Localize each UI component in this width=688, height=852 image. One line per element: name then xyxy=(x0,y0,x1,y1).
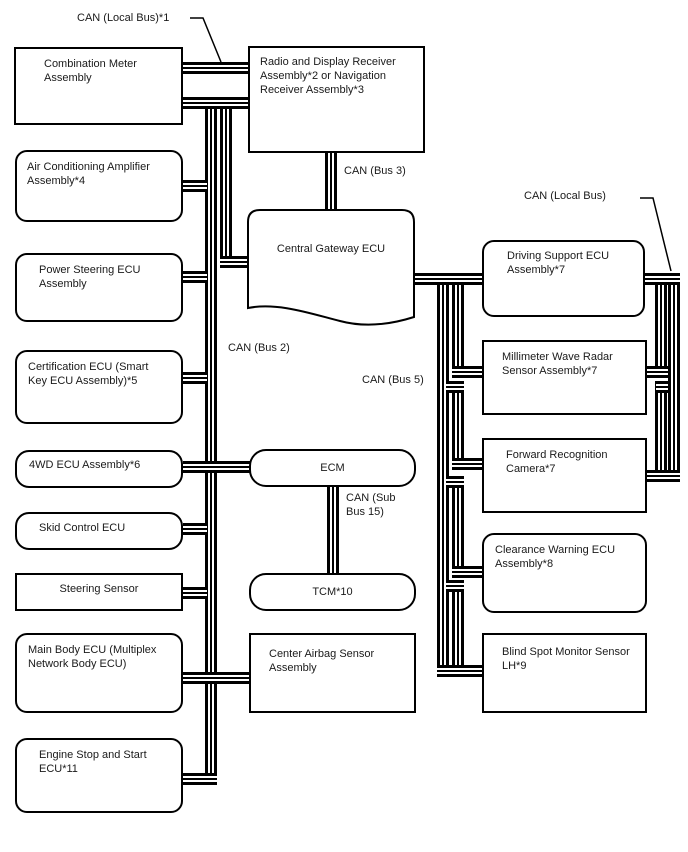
node-blind-spot-monitor xyxy=(482,633,647,713)
can-localbus-right-seg1 xyxy=(655,285,667,378)
node-tcm xyxy=(249,573,416,611)
node-label: Combination Meter Assembly xyxy=(44,58,137,84)
stub-steering-sensor xyxy=(183,587,207,599)
stub-engine-stop xyxy=(183,773,217,785)
can-bus5-inner-seg3 xyxy=(452,476,464,578)
can-main-band xyxy=(183,97,248,109)
node-label: Clearance Warning ECU Assembly*8 xyxy=(495,544,616,570)
node-steering-sensor xyxy=(15,573,183,611)
node-certification-ecu xyxy=(15,350,183,424)
node-engine-stop-start-ecu xyxy=(15,738,183,813)
label-can-sub-bus-15: CAN (Sub Bus 15) xyxy=(346,492,396,518)
node-forward-recognition-camera xyxy=(482,438,647,513)
node-label: Skid Control ECU xyxy=(39,522,126,534)
connector-right-seg2 xyxy=(656,381,668,393)
stub-skid-control xyxy=(183,523,207,535)
stub-mmradar-right xyxy=(647,366,668,378)
node-label: Air Conditioning Amplifier Assembly*4 xyxy=(27,161,150,187)
stub-power-steering xyxy=(183,271,207,283)
node-label: ECM xyxy=(320,462,345,474)
label-can-local-bus-1: CAN (Local Bus)*1 xyxy=(77,12,170,24)
node-central-gateway-ecu xyxy=(246,203,428,335)
label-can-bus-3: CAN (Bus 3) xyxy=(344,165,406,177)
stub-forwardcamera-right xyxy=(647,470,680,482)
node-air-conditioning-amplifier xyxy=(15,150,183,222)
stub-forwardcamera-left xyxy=(452,458,482,470)
node-label: Main Body ECU (Multiplex Network Body ECU) xyxy=(28,644,157,670)
central-gateway-shape xyxy=(246,203,428,335)
node-label: Blind Spot Monitor Sensor LH*9 xyxy=(502,646,630,672)
stub-4wd-ecm xyxy=(183,461,251,473)
stub-mmradar-left xyxy=(452,366,482,378)
node-power-steering-ecu xyxy=(15,253,183,322)
node-label: TCM*10 xyxy=(312,586,353,598)
node-combination-meter xyxy=(14,47,183,125)
node-label: Steering Sensor xyxy=(59,583,139,595)
can-localbus-right-seg2 xyxy=(655,381,667,470)
can-localbus-band-right xyxy=(645,273,680,285)
can-bus3-vertical xyxy=(325,153,337,210)
can-bus5-inner-seg1 xyxy=(452,285,464,378)
can-localbus-right-vertical xyxy=(668,273,680,482)
node-center-airbag-sensor xyxy=(249,633,416,713)
stub-blindspot xyxy=(437,665,482,677)
label-can-local-bus-right: CAN (Local Bus) xyxy=(524,190,606,202)
node-label: Center Airbag Sensor Assembly xyxy=(269,648,375,674)
node-clearance-warning-ecu xyxy=(482,533,647,613)
node-label: Certification ECU (Smart Key ECU Assembly)*5 xyxy=(28,361,149,387)
node-label: Engine Stop and Start ECU*11 xyxy=(39,749,147,775)
node-4wd-ecu xyxy=(15,450,183,488)
node-ecm xyxy=(249,449,416,487)
node-label: Radio and Display Receiver Assembly*2 or Navigation Receiver Assembly*3 xyxy=(260,56,396,96)
stub-mainbody-airbag xyxy=(183,672,251,684)
leader-local-bus-1 xyxy=(190,18,221,62)
node-label: Millimeter Wave Radar Sensor Assembly*7 xyxy=(502,351,613,377)
connector-seg3 xyxy=(446,476,464,488)
stub-clearance-left xyxy=(452,566,482,578)
stub-air-conditioning xyxy=(183,180,207,192)
node-label: Driving Support ECU Assembly*7 xyxy=(507,250,610,276)
node-label: Central Gateway ECU xyxy=(276,243,386,255)
label-can-bus-2: CAN (Bus 2) xyxy=(228,342,290,354)
stub-certification xyxy=(183,372,207,384)
connector-seg4 xyxy=(446,580,464,592)
can-subbus15-vertical xyxy=(327,487,339,573)
node-millimeter-wave-radar xyxy=(482,340,647,415)
label-can-bus-5: CAN (Bus 5) xyxy=(362,374,424,386)
can-bus5-inner-seg4 xyxy=(452,580,464,677)
can-localbus1-band xyxy=(183,62,248,74)
node-label: 4WD ECU Assembly*6 xyxy=(29,459,141,471)
can-bus5-inner-seg2 xyxy=(452,381,464,470)
node-radio-navigation-receiver xyxy=(248,46,425,153)
node-driving-support-ecu xyxy=(482,240,645,317)
can-gateway-branch-turn xyxy=(220,256,248,268)
node-label: Power Steering ECU Assembly xyxy=(39,264,141,290)
connector-seg2 xyxy=(446,381,464,393)
node-main-body-ecu xyxy=(15,633,183,713)
node-skid-control-ecu xyxy=(15,512,183,550)
can-gateway-branch-vertical xyxy=(220,109,232,268)
node-label: Forward Recognition Camera*7 xyxy=(506,449,608,475)
